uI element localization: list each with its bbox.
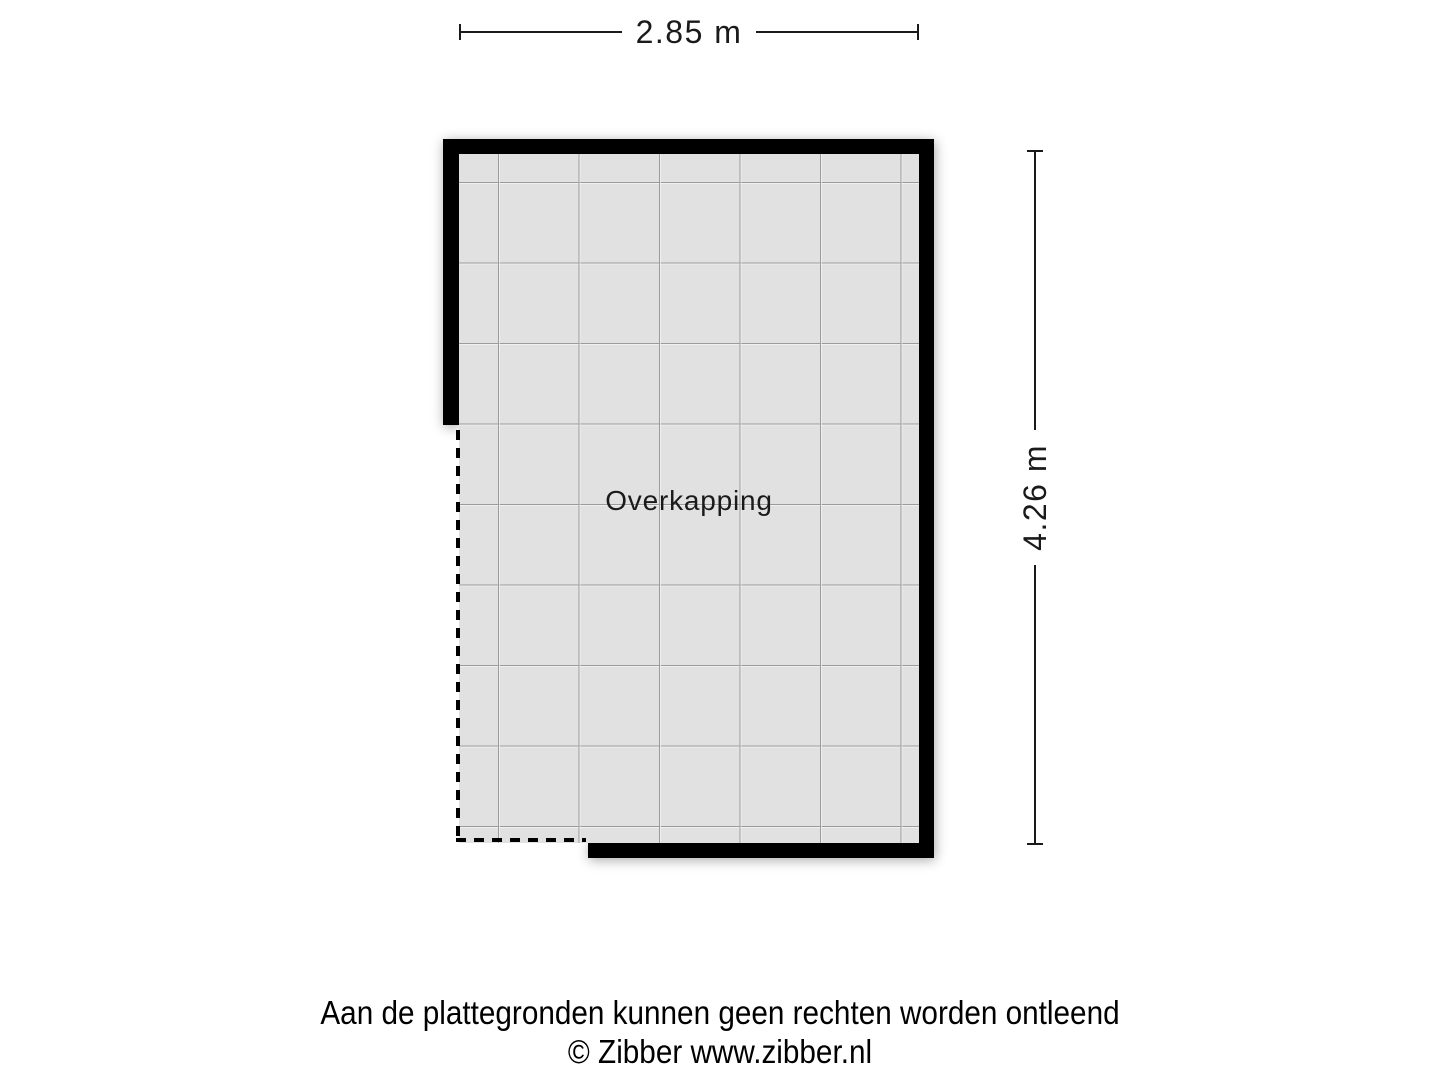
dimension-width [459, 14, 919, 50]
dimension-width-label: 2.85 m [635, 14, 743, 50]
wall-left-stub [443, 139, 459, 425]
open-boundary-bottom-dashed [456, 838, 586, 842]
dimension-line-segment [756, 31, 917, 33]
wall-top [443, 139, 934, 154]
dimension-line-segment [461, 31, 622, 33]
dimension-tick-bottom [1027, 843, 1043, 845]
dimension-height-label: 4.26 m [1017, 444, 1053, 551]
dimension-height [1017, 150, 1053, 845]
wall-right [919, 139, 934, 858]
footer [0, 993, 1440, 1071]
copyright-text: © Zibber www.zibber.nl [567, 1033, 873, 1070]
dimension-tick-right [917, 24, 919, 40]
dimension-line-segment [1034, 152, 1036, 430]
disclaimer-text: Aan de plattegronden kunnen geen rechten worden ontleend [320, 994, 1120, 1031]
wall-bottom [588, 843, 934, 858]
dimension-line-segment [1034, 565, 1036, 843]
room-label: Overkapping [605, 485, 773, 516]
